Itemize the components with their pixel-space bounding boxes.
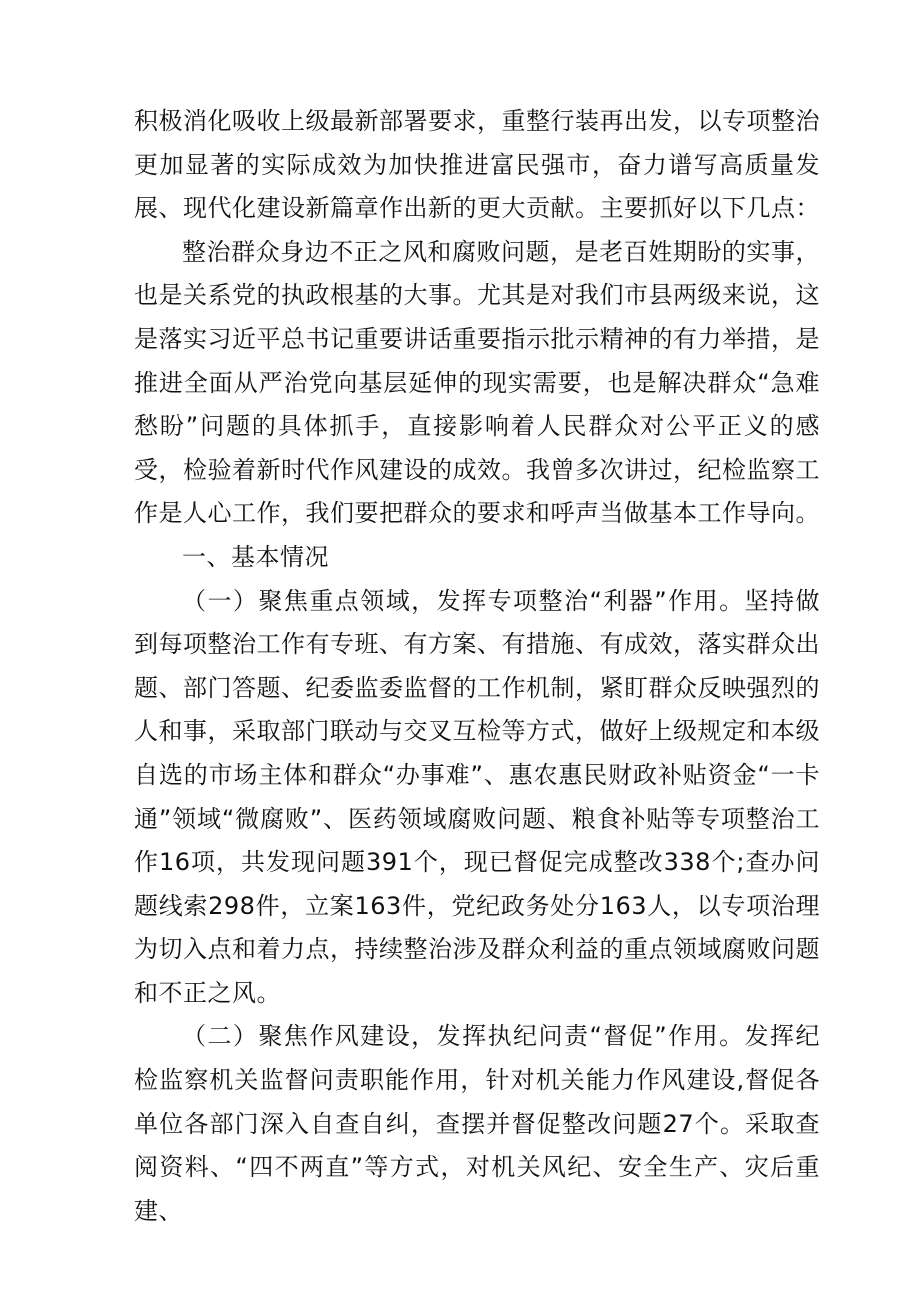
paragraph-focus-work-style: （二）聚焦作风建设，发挥执纪问责“督促”作用。发挥纪检监察机关监督问责职能作用，针对机关能力作风建设,督促各单位各部门深入自查自纠，查摆并督促整改问题27个。采取查阅资料、“四不两直”等方式，对机关风纪、安全生产、灾后重建、 (134, 1022, 820, 1225)
paragraph-focus-key-areas: （一）聚焦重点领域，发挥专项整治“利器”作用。坚持做到每项整治工作有专班、有方案、有措施、有成效，落实群众出题、部门答题、纪委监委监督的工作机制，紧盯群众反映强烈的人和事，采取部门联动与交叉互检等方式，做好上级规定和本级自选的市场主体和群众“办事难”、惠农惠民财政补贴资金“一卡通”领域“微腐败”、医药领域腐败问题、粮食补贴等专项整治工作16项，共发现问题391个，现已督促完成整改338个;查办问题线索298件，立案163件，党纪政务处分163人，以专项治理为切入点和着力点，持续整治涉及群众利益的重点领域腐败问题和不正之风。 (134, 586, 820, 1007)
paragraph-rectification-importance: 整治群众身边不正之风和腐败问题，是老百姓期盼的实事，也是关系党的执政根基的大事。尤其是对我们市县两级来说，这是落实习近平总书记重要讲话重要指示批示精神的有力举措，是推进全面从严治党向基层延伸的现实需要，也是解决群众“急难愁盼”问题的具体抓手，直接影响着人民群众对公平正义的感受，检验着新时代作风建设的成效。我曾多次讲过，纪检监察工作是人心工作，我们要把群众的要求和呼声当做基本工作导向。 (134, 237, 820, 528)
paragraph-opening: 积极消化吸收上级最新部署要求，重整行装再出发，以专项整治更加显著的实际成效为加快推进富民强市，奋力谱写高质量发展、现代化建设新篇章作出新的更大贡献。主要抓好以下几点： (134, 107, 820, 223)
section-heading-basic-situation: 一、基本情况 (182, 542, 329, 571)
